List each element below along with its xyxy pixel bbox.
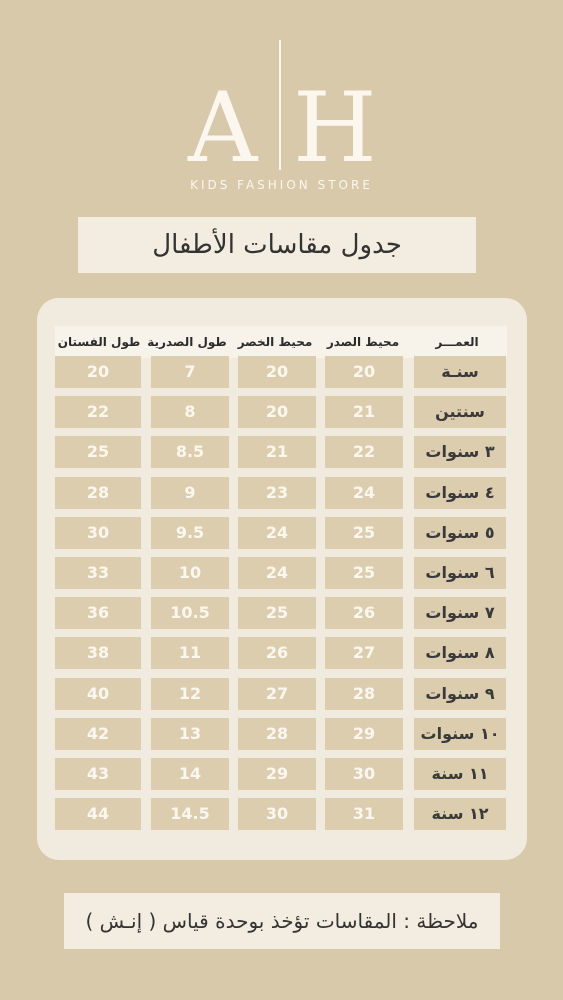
logo-divider [279, 40, 281, 170]
chest-cell: 26 [325, 597, 403, 629]
logo-letter-a: A [188, 72, 258, 184]
dress-length-cell: 20 [55, 356, 141, 388]
dress-length-cell: 38 [55, 637, 141, 669]
chest-cell: 24 [325, 477, 403, 509]
age-cell: سنـة [414, 356, 506, 388]
dress-length-cell: 28 [55, 477, 141, 509]
waist-cell: 25 [238, 597, 316, 629]
age-cell: ٤ سنوات [414, 477, 506, 509]
chest-cell: 30 [325, 758, 403, 790]
chest-cell: 25 [325, 557, 403, 589]
age-cell: ٧ سنوات [414, 597, 506, 629]
brand-tagline: KIDS FASHION STORE [190, 178, 373, 192]
brand-logo [0, 40, 563, 184]
waist-cell: 30 [238, 798, 316, 830]
waist-cell: 27 [238, 678, 316, 710]
age-cell: ١٠ سنوات [414, 718, 506, 750]
bodice-length-cell: 9 [151, 477, 229, 509]
chest-cell: 25 [325, 517, 403, 549]
size-table-panel [37, 298, 527, 860]
chest-cell: 20 [325, 356, 403, 388]
bodice-length-cell: 10 [151, 557, 229, 589]
dress-length-cell: 22 [55, 396, 141, 428]
age-cell: ٣ سنوات [414, 436, 506, 468]
waist-cell: 20 [238, 356, 316, 388]
age-cell: ٦ سنوات [414, 557, 506, 589]
bodice-length-cell: 9.5 [151, 517, 229, 549]
measurement-note: ملاحظة : المقاسات تؤخذ بوحدة قياس ( إنـش ) [64, 893, 500, 949]
age-cell: ١١ سنة [414, 758, 506, 790]
waist-cell: 24 [238, 557, 316, 589]
bodice-length-cell: 8.5 [151, 436, 229, 468]
chest-cell: 31 [325, 798, 403, 830]
waist-cell: 24 [238, 517, 316, 549]
dress-length-cell: 30 [55, 517, 141, 549]
waist-cell: 20 [238, 396, 316, 428]
dress-length-cell: 43 [55, 758, 141, 790]
header-bodice-length: طول الصدرية [147, 335, 227, 349]
header-dress-length: طول الفستان [57, 335, 141, 349]
age-cell: ٥ سنوات [414, 517, 506, 549]
waist-cell: 28 [238, 718, 316, 750]
header-age: العمـــر [435, 335, 479, 349]
table-header-row [55, 326, 507, 358]
age-cell: ٨ سنوات [414, 637, 506, 669]
dress-length-cell: 44 [55, 798, 141, 830]
chest-cell: 29 [325, 718, 403, 750]
chest-cell: 28 [325, 678, 403, 710]
bodice-length-cell: 7 [151, 356, 229, 388]
dress-length-cell: 40 [55, 678, 141, 710]
age-cell: ٩ سنوات [414, 678, 506, 710]
waist-cell: 23 [238, 477, 316, 509]
bodice-length-cell: 8 [151, 396, 229, 428]
header-waist: محيط الخصر [237, 335, 313, 349]
chest-cell: 27 [325, 637, 403, 669]
bodice-length-cell: 14 [151, 758, 229, 790]
bodice-length-cell: 13 [151, 718, 229, 750]
logo-letter-h: H [293, 72, 377, 184]
dress-length-cell: 42 [55, 718, 141, 750]
chest-cell: 22 [325, 436, 403, 468]
chest-cell: 21 [325, 396, 403, 428]
age-cell: ١٢ سنة [414, 798, 506, 830]
bodice-length-cell: 14.5 [151, 798, 229, 830]
waist-cell: 29 [238, 758, 316, 790]
dress-length-cell: 36 [55, 597, 141, 629]
bodice-length-cell: 11 [151, 637, 229, 669]
bodice-length-cell: 12 [151, 678, 229, 710]
waist-cell: 21 [238, 436, 316, 468]
bodice-length-cell: 10.5 [151, 597, 229, 629]
page-title: جدول مقاسات الأطفال [78, 217, 476, 273]
header-chest: محيط الصدر [326, 335, 400, 349]
dress-length-cell: 25 [55, 436, 141, 468]
waist-cell: 26 [238, 637, 316, 669]
dress-length-cell: 33 [55, 557, 141, 589]
age-cell: سنتين [414, 396, 506, 428]
